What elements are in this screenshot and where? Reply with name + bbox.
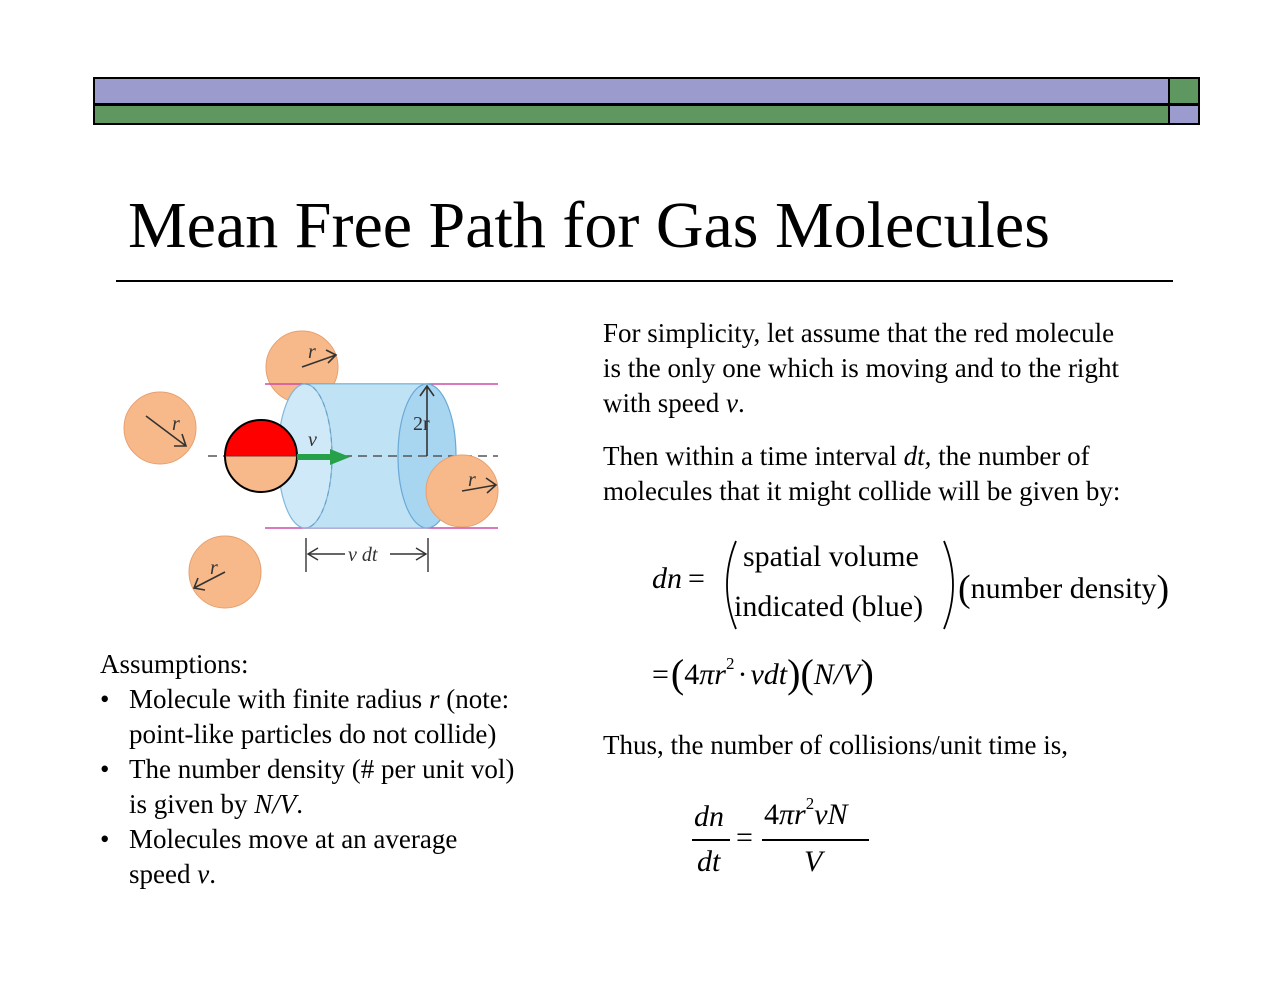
assumption-1-line-2: point-like particles do not collide) bbox=[129, 719, 497, 749]
speed-variable: v bbox=[725, 388, 738, 418]
radius-label-bottom: r bbox=[210, 557, 218, 579]
eq2-v: V bbox=[804, 845, 823, 878]
assumption-3-line-1: Molecules move at an average bbox=[129, 824, 458, 854]
eq1-pi: π bbox=[699, 658, 715, 691]
radius-label-top: r bbox=[308, 341, 316, 363]
eq1-nd-close-paren: ) bbox=[1156, 568, 1170, 610]
eq2-dn: dn bbox=[694, 800, 724, 833]
eq2-rhs-numerator bbox=[764, 794, 848, 832]
assumption-2-text: is given by bbox=[129, 789, 255, 819]
eq2-rhs-denominator bbox=[804, 845, 822, 879]
interval-paragraph bbox=[603, 439, 1223, 509]
moving-red-molecule bbox=[225, 420, 297, 492]
assumption-3-period: . bbox=[209, 859, 216, 889]
assumptions-block bbox=[100, 647, 570, 892]
assumptions-heading: Assumptions: bbox=[100, 649, 249, 679]
molecule-left bbox=[124, 392, 196, 464]
radius-label-left: r bbox=[172, 413, 180, 435]
average-speed-variable: v bbox=[197, 859, 210, 889]
radius-variable: r bbox=[428, 684, 440, 714]
eq1-coeff: 4 bbox=[684, 658, 700, 691]
assumption-item-3 bbox=[100, 822, 570, 892]
assumption-2-period: . bbox=[296, 789, 304, 819]
number-density-variable: N/V bbox=[254, 789, 297, 819]
eq1-r: r bbox=[714, 658, 726, 691]
intro-line-1: For simplicity, let assume that the red molecule bbox=[603, 318, 1115, 348]
interval-line-1-suffix: the number of bbox=[931, 441, 1090, 471]
intro-paragraph bbox=[603, 316, 1223, 421]
eq1-vdt: vdt bbox=[750, 658, 788, 691]
eq1-frac-top: spatial volume bbox=[743, 540, 919, 573]
eq2-lhs-numerator bbox=[694, 800, 724, 834]
eq1-number-density-text: number density bbox=[970, 572, 1157, 605]
header-bar-top bbox=[93, 77, 1170, 105]
diameter-label: 2r bbox=[413, 413, 430, 435]
eq1-number-density bbox=[958, 564, 1169, 608]
length-marker bbox=[306, 538, 428, 572]
header-bar-bottom bbox=[93, 104, 1170, 125]
radius-label-right: r bbox=[468, 469, 476, 491]
eq2-lhs-fraction-bar bbox=[692, 839, 730, 841]
eq2-vn: vN bbox=[814, 798, 848, 831]
collision-cylinder-figure bbox=[110, 320, 510, 620]
bullet-1: • bbox=[100, 684, 110, 714]
eq1-nv-close-paren: ) bbox=[860, 651, 874, 696]
thus-text: Thus, the number of collisions/unit time is, bbox=[603, 730, 1068, 760]
assumption-1-suffix: (note: bbox=[439, 684, 510, 714]
intro-line-3-period: . bbox=[737, 388, 745, 418]
title-underline bbox=[116, 280, 1173, 282]
eq1-lhs bbox=[652, 562, 705, 596]
slide-title: Mean Free Path for Gas Molecules bbox=[128, 189, 1050, 262]
eq1-exponent: 2 bbox=[725, 654, 735, 673]
intro-line-3-text: with speed bbox=[603, 388, 726, 418]
eq1-line2-open-paren: ( bbox=[670, 651, 685, 696]
length-label: v dt bbox=[348, 544, 378, 566]
eq2-exponent: 2 bbox=[805, 794, 815, 813]
eq1-n-over-v: N/V bbox=[813, 658, 861, 691]
eq1-line2 bbox=[652, 647, 874, 694]
molecule-bottom bbox=[189, 536, 261, 608]
header-square-bottom bbox=[1168, 104, 1200, 125]
assumption-2-line-1: The number density (# per unit vol) bbox=[129, 754, 515, 784]
assumption-3-text: speed bbox=[129, 859, 198, 889]
interval-line-1-text: Then within a time interval bbox=[603, 441, 904, 471]
eq2-r: r bbox=[794, 798, 806, 831]
assumption-item-2 bbox=[100, 752, 570, 822]
eq1-dot: · bbox=[737, 658, 748, 691]
velocity-label: v bbox=[308, 429, 317, 451]
eq2-dt: dt bbox=[697, 845, 721, 878]
eq1-nv-open-paren: ( bbox=[800, 651, 814, 696]
bullet-3: • bbox=[100, 824, 110, 854]
assumption-3-line-2 bbox=[129, 857, 570, 892]
eq1-equals: = bbox=[688, 562, 705, 595]
intro-line-3 bbox=[603, 386, 1223, 421]
eq2-lhs-denominator bbox=[697, 845, 720, 879]
eq1-line2-close-paren: ) bbox=[787, 651, 801, 696]
bullet-2: • bbox=[100, 754, 110, 784]
header-square-top bbox=[1168, 77, 1200, 105]
interval-line-1 bbox=[603, 439, 1223, 474]
assumption-1-line-1 bbox=[129, 682, 570, 717]
assumption-item-1 bbox=[100, 682, 570, 752]
eq2-rhs-fraction-bar bbox=[762, 839, 869, 841]
eq2-equals: = bbox=[736, 821, 753, 854]
eq1-frac-bottom: indicated (blue) bbox=[734, 590, 924, 623]
time-interval-variable: dt, bbox=[903, 441, 932, 471]
eq2-pi: π bbox=[779, 798, 795, 831]
eq1-nd-open-paren: ( bbox=[958, 568, 971, 610]
interval-line-2: molecules that it might collide will be given by: bbox=[603, 476, 1121, 506]
eq1-dn: dn bbox=[652, 562, 682, 595]
intro-line-2: is the only one which is moving and to the right bbox=[603, 353, 1119, 383]
assumption-2-line-2 bbox=[129, 787, 570, 822]
molecule-right bbox=[426, 455, 498, 527]
eq2-coeff: 4 bbox=[764, 798, 779, 831]
assumption-1-text: Molecule with finite radius bbox=[129, 684, 429, 714]
eq1-line2-equals: = bbox=[652, 658, 669, 691]
